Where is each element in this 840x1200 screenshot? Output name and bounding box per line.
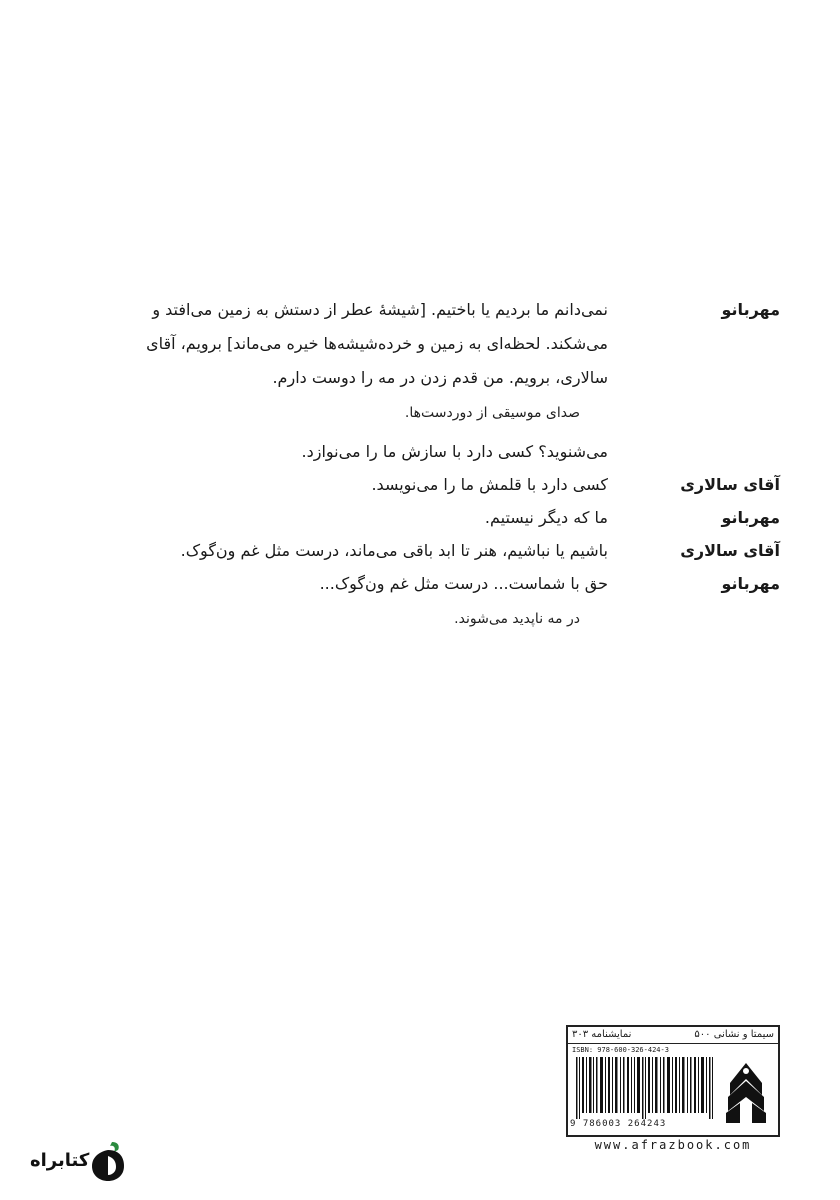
dialogue-line: می‌شکند. لحظه‌ای به زمین و خرده‌شیشه‌ها خیره می‌ماند] برویم، آقای (146, 334, 608, 353)
speaker-name: آقای سالاری (680, 541, 780, 560)
publisher-website: www.afrazbook.com (594, 1138, 752, 1152)
dialogue-line: نمی‌دانم ما بردیم یا باختیم. [شیشهٔ عطر از دستش به زمین می‌افتد و (152, 300, 608, 319)
watermark-text: کتابراه (30, 1150, 90, 1171)
speaker-name: مهربانو (721, 574, 780, 593)
dialogue-line: حق با شماست... درست مثل غم ون‌گوک... (319, 574, 608, 593)
dialogue-line: باشیم یا نباشیم، هنر تا ابد باقی می‌ماند، درست مثل غم ون‌گوک. (180, 541, 608, 560)
barcode-box (566, 1025, 780, 1137)
ketabrah-logo-icon (90, 1140, 126, 1182)
ketabrah-watermark (30, 1140, 130, 1184)
publisher-logo-icon (720, 1061, 772, 1125)
barcode-header (568, 1027, 778, 1044)
speaker-name: آقای سالاری (680, 475, 780, 494)
barcode-header-right: سیمتا و نشانی ۵۰۰ (694, 1029, 774, 1040)
dialogue-line: کسی دارد با قلمش ما را می‌نویسد. (371, 475, 608, 494)
barcode-bars (570, 1057, 720, 1119)
stage-direction: صدای موسیقی از دوردست‌ها. (404, 405, 580, 421)
dialogue-line: می‌شنوید؟ کسی دارد با سازش ما را می‌نوازد. (301, 442, 608, 461)
isbn-text: ISBN: 978-600-326-424-3 (572, 1046, 669, 1054)
barcode-digits: 9 786003 264243 (570, 1119, 667, 1129)
stage-direction: در مه ناپدید می‌شوند. (454, 611, 580, 627)
speaker-name: مهربانو (721, 508, 780, 527)
speaker-name: مهربانو (721, 300, 780, 319)
barcode-header-left: نمایشنامه ۳۰۳ (572, 1029, 632, 1040)
dialogue-line: سالاری، برویم. من قدم زدن در مه را دوست دارم. (272, 368, 608, 387)
dialogue-line: ما که دیگر نیستیم. (484, 508, 608, 527)
